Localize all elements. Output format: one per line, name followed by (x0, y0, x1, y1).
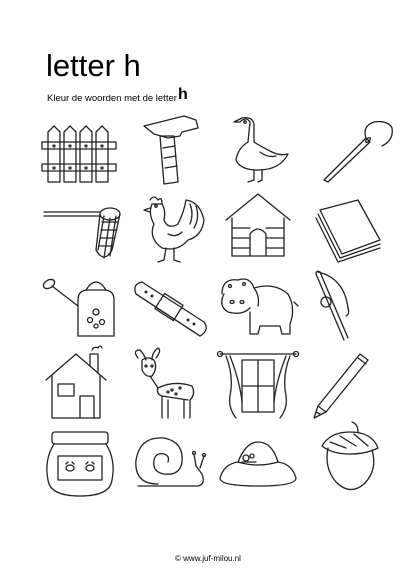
pencil-picture[interactable] (304, 346, 388, 420)
fishing-rod-picture[interactable] (304, 268, 388, 342)
instruction-letter: h (178, 86, 188, 103)
hippo-picture[interactable] (214, 272, 298, 346)
hat-picture[interactable] (216, 432, 300, 506)
goose-picture[interactable] (218, 112, 302, 186)
snail-picture[interactable] (128, 426, 212, 500)
hammer-picture[interactable] (130, 112, 214, 186)
curtains-picture[interactable] (216, 346, 300, 420)
honey-jar-picture[interactable] (38, 430, 122, 504)
deer-picture[interactable] (128, 346, 212, 420)
paper-stack-picture[interactable] (306, 192, 390, 266)
net-picture[interactable] (38, 190, 122, 264)
fence-picture[interactable] (38, 118, 122, 192)
needle-picture[interactable] (312, 116, 396, 190)
watering-can-picture[interactable] (38, 270, 122, 344)
page-title: letter h (46, 48, 141, 83)
house-picture[interactable] (38, 346, 122, 420)
acorn-picture[interactable] (306, 420, 390, 494)
bandage-picture[interactable] (128, 272, 212, 346)
footer-credit: © www.juf-milou.nl (175, 554, 241, 563)
rooster-picture[interactable] (128, 190, 212, 264)
doghouse-picture[interactable] (216, 190, 300, 264)
instruction-text: Kleur de woorden met de letter (47, 93, 177, 104)
